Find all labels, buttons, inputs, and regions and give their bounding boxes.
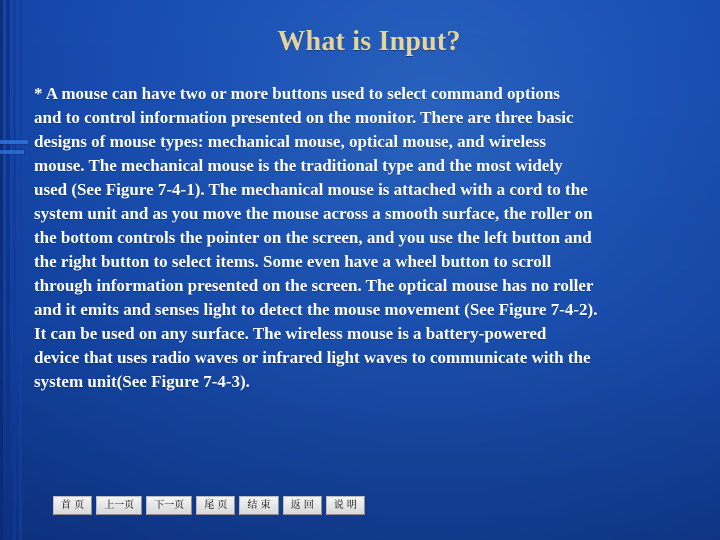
decorative-left-stripes	[0, 0, 22, 540]
slide-body-text: * A mouse can have two or more buttons used to select command options and to control information presented on the monitor. There are three basic designs of mouse types: mechanical mouse, optical mouse, and wireless mouse. The mechanical mouse is the traditional type and the most widely used (See Figure 7-4-1). The mechanical mouse is attached with a cord to the system unit and as you move the mouse across a smooth surface, the roller on the bottom controls the pointer on the screen, and you use the left button and the right button to select items. Some even have a wheel button to scroll through information presented on the screen. The optical mouse has no roller and it emits and senses light to detect the mouse movement (See Figure 7-4-2). It can be used on any surface. The wireless mouse is a battery-powered device that uses radio waves or infrared light waves to communicate with the system unit(See Figure 7-4-3).	[34, 84, 598, 391]
nav-previous-page-button[interactable]: 上一页	[96, 496, 142, 515]
decorative-side-bar	[0, 150, 24, 154]
slide-title	[0, 26, 720, 58]
decorative-stripe	[19, 0, 22, 540]
decorative-stripe	[6, 0, 9, 540]
slide-title-text: What is Input?	[277, 26, 461, 57]
decorative-stripe	[13, 0, 16, 540]
nav-last-page-button[interactable]: 尾 页	[196, 496, 235, 515]
slide-navigation-bar	[53, 496, 365, 515]
nav-back-button[interactable]: 返 回	[283, 496, 322, 515]
decorative-side-bars	[0, 140, 28, 180]
decorative-side-bar	[0, 140, 28, 144]
decorative-stripe	[0, 0, 3, 540]
nav-first-page-button[interactable]: 首 页	[53, 496, 92, 515]
nav-next-page-button[interactable]: 下一页	[146, 496, 192, 515]
nav-help-button[interactable]: 说 明	[326, 496, 365, 515]
nav-end-button[interactable]: 结 束	[239, 496, 278, 515]
